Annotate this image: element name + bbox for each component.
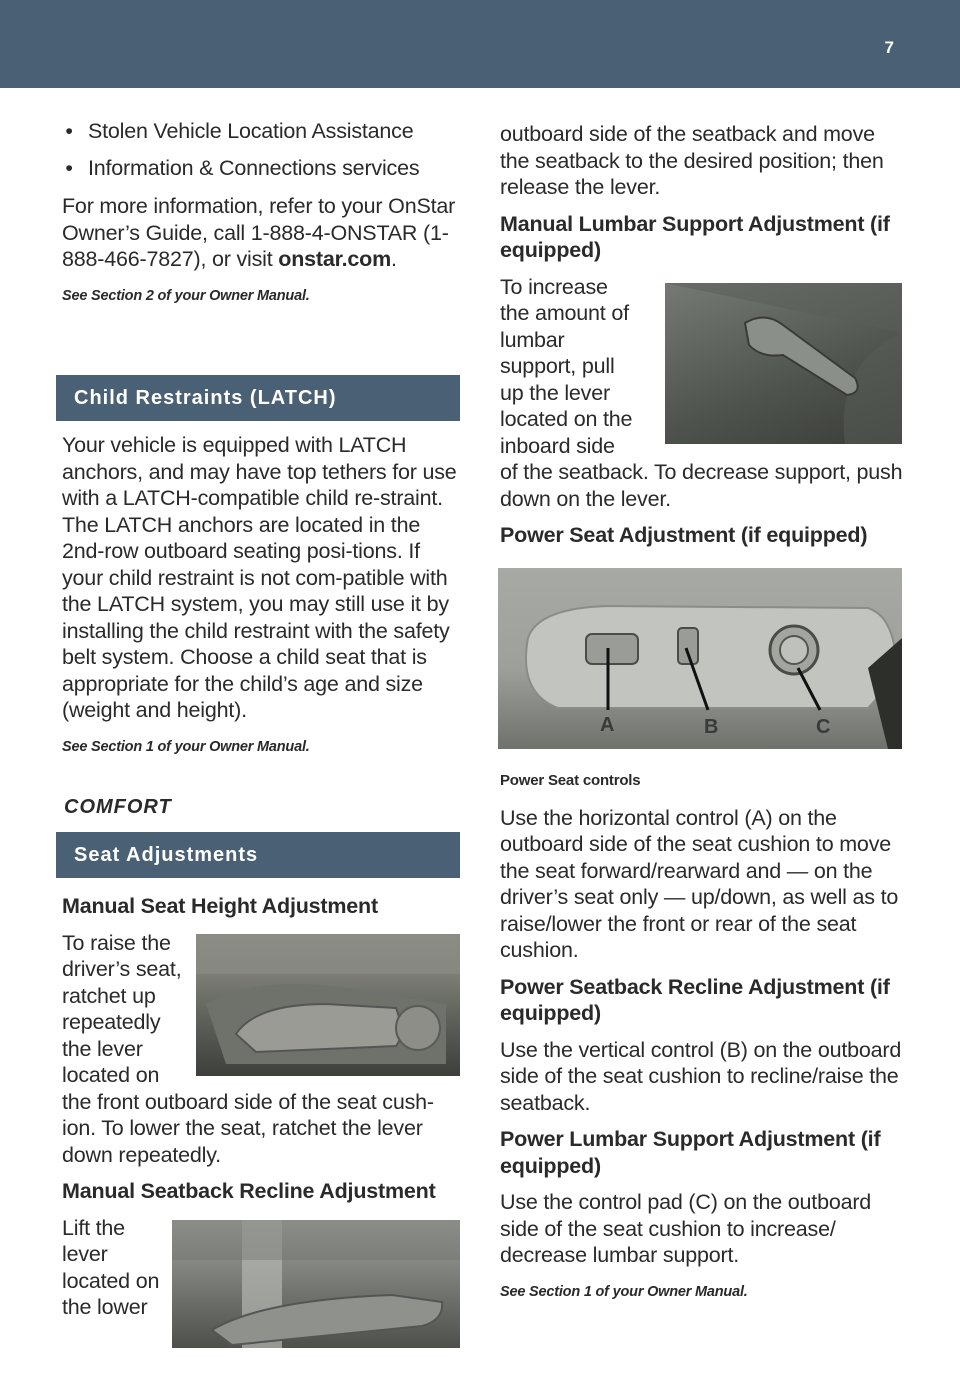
height-paragraph: To raise the driver’s seat, ratchet up repeatedly the lever located on the front outboard side of the seat cush-ion. To lower the seat, ratchet the lever down repeatedly. bbox=[62, 930, 462, 1169]
lumbar-paragraph: To increase the amount of lumbar support, pull up the lever located on the inboard side of the seatback. To decrease support, push down on the lever. bbox=[500, 274, 905, 513]
onstar-bullets bbox=[62, 118, 462, 181]
power-seat-paragraph: Use the horizontal control (A) on the outboard side of the seat cushion to move the seat forward/rearward and — on the driver’s seat only — up/down, as well as to raise/lower the front or rear of the seat cushion. bbox=[500, 805, 899, 962]
height-title: Manual Seat Height Adjustment bbox=[62, 894, 378, 918]
left-column-top bbox=[62, 118, 462, 319]
power-recline-title: Power Seatback Recline Adjustment (if equipped) bbox=[500, 974, 890, 1025]
label-a: A bbox=[600, 714, 615, 736]
latch-section bbox=[62, 432, 462, 770]
power-lumbar-paragraph: Use the control pad (C) on the outboard side of the seat cushion to increase/ decrease lumbar support. bbox=[500, 1190, 872, 1267]
seatback-recline-lever-photo bbox=[172, 1220, 460, 1348]
see-section-onstar: See Section 2 of your Owner Manual. bbox=[62, 287, 310, 304]
see-section-power: See Section 1 of your Owner Manual. bbox=[500, 1283, 748, 1300]
recline-continued: outboard side of the seatback and move the seatback to the desired position; then release the lever. bbox=[500, 122, 884, 199]
bullet-item: • Stolen Vehicle Location Assistance bbox=[65, 119, 414, 143]
power-seat-controls-illustration bbox=[498, 568, 902, 749]
see-section-latch: See Section 1 of your Owner Manual. bbox=[62, 738, 310, 755]
lumbar-lever-photo bbox=[665, 283, 902, 444]
onstar-link[interactable]: onstar.com bbox=[278, 247, 391, 271]
power-seat-title: Power Seat Adjustment (if equipped) bbox=[500, 523, 868, 547]
label-b: B bbox=[704, 716, 719, 738]
recline-title: Manual Seatback Recline Adjustment bbox=[62, 1179, 436, 1203]
header-band bbox=[0, 0, 960, 88]
label-c: C bbox=[816, 716, 831, 738]
seat-adjustments-heading: Seat Adjustments bbox=[56, 832, 460, 878]
right-column-bottom bbox=[500, 768, 905, 1315]
lumbar-title: Manual Lumbar Support Adjustment (if equipped) bbox=[500, 211, 890, 262]
page-number: 7 bbox=[884, 38, 894, 57]
power-recline-paragraph: Use the vertical control (B) on the outboard side of the seat cushion to recline/raise the seatback. bbox=[500, 1037, 902, 1115]
comfort-heading: COMFORT bbox=[64, 796, 172, 818]
seatback-recline-illustration bbox=[172, 1220, 460, 1348]
power-lumbar-title: Power Lumbar Support Adjustment (if equipped) bbox=[500, 1127, 881, 1178]
lumbar-lever-illustration bbox=[665, 283, 902, 444]
onstar-paragraph: For more information, refer to your OnStar Owner’s Guide, call 1-888-4-ONSTAR (1-888-466-7827), or visit onstar.com. bbox=[62, 194, 456, 271]
seat-height-lever-illustration bbox=[196, 934, 460, 1076]
power-seat-controls-photo bbox=[498, 568, 902, 749]
bullet-item: • Information & Connections services bbox=[65, 155, 420, 180]
latch-heading: Child Restraints (LATCH) bbox=[56, 375, 460, 421]
seat-height-lever-photo bbox=[196, 934, 460, 1076]
recline-paragraph: Lift the lever located on the lower bbox=[62, 1215, 462, 1321]
latch-paragraph: Your vehicle is equipped with LATCH anchors, and may have top tethers for use with a LATCH-compatible child re-straint. The LATCH anchors are located in the 2nd-row outboard seating posi-tions. If your child restraint is not com-patible with the LATCH system, you may still use it by installing the child restraint with the safety belt system. Choose a child seat that is appropriate for the child’s age and size (weight and height). bbox=[62, 433, 457, 722]
power-seat-caption: Power Seat controls bbox=[500, 772, 641, 789]
